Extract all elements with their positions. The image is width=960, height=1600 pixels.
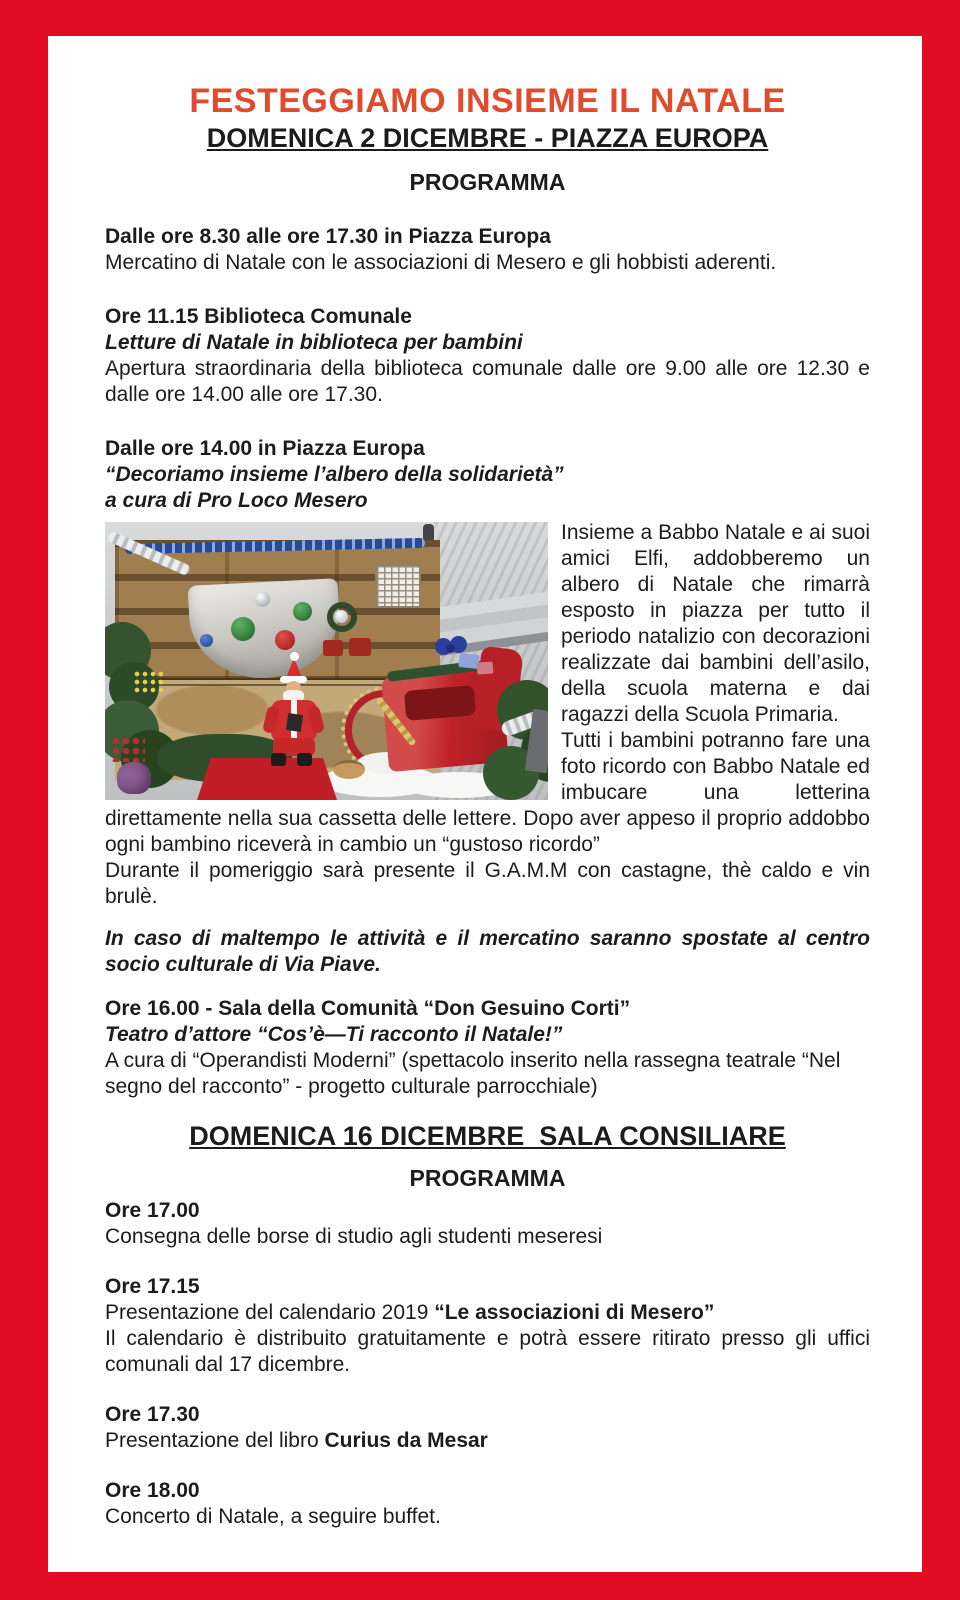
event-calendario-body2: Il calendario è distribuito gratuitamente e potrà essere ritirato presso gli uffici comunali dal 17 dicembre.	[105, 1327, 870, 1376]
event-biblioteca-title: Ore 11.15 Biblioteca Comunale	[105, 305, 412, 328]
event-libro-title-bold: Curius da Mesar	[324, 1429, 488, 1452]
photo-paragraph-2: Tutti i bambini potranno fare una foto ricordo con Babbo Natale ed imbucare una letterina direttamente nella sua cassetta delle lettere. Dopo aver appeso il proprio addobbo ogni bambino riceverà in cambio un “gustoso ricordo”	[105, 729, 870, 856]
event-borse-body: Consegna delle borse di studio agli studenti meseresi	[105, 1225, 603, 1248]
event-albero	[105, 436, 870, 514]
red-carpet	[197, 758, 337, 800]
day2-heading: DOMENICA 16 DICEMBRE SALA CONSILIARE	[189, 1121, 786, 1151]
event-libro-line	[105, 1428, 870, 1454]
red-ornament-ball	[275, 630, 295, 650]
event-mercatino-title: Dalle ore 8.30 alle ore 17.30 in Piazza Europa	[105, 225, 551, 248]
event-teatro	[105, 996, 870, 1100]
event-teatro-body: A cura di “Operandisti Moderni” (spettacolo inserito nella rassegna teatrale “Nel segno del racconto” - progetto culturale parrocchiale)	[105, 1049, 841, 1098]
purple-bag	[117, 762, 151, 794]
wreath-silver-ball	[335, 610, 348, 623]
green-ornament-ball-left	[231, 617, 255, 641]
event-mercatino	[105, 224, 870, 276]
photo-and-description	[105, 520, 870, 910]
weather-note: In caso di maltempo le attività e il mercatino saranno spostate al centro socio culturale di Via Piave.	[105, 927, 870, 976]
red-pot-left	[323, 640, 343, 656]
event-concerto	[105, 1478, 870, 1530]
event-calendario-title-bold: “Le associazioni di Mesero”	[434, 1301, 715, 1324]
day1-heading: DOMENICA 2 DICEMBRE - PIAZZA EUROPA	[206, 123, 769, 153]
event-concerto-body: Concerto di Natale, a seguire buffet.	[105, 1505, 441, 1528]
event-teatro-subtitle: Teatro d’attore “Cos’è—Ti racconto il Natale!”	[105, 1023, 563, 1046]
event-calendario	[105, 1274, 870, 1378]
gift-box-pink	[477, 661, 494, 674]
event-libro-prefix: Presentazione del libro	[105, 1429, 325, 1452]
event-biblioteca	[105, 304, 870, 408]
red-pot-right	[349, 638, 371, 656]
event-borse-time: Ore 17.00	[105, 1199, 200, 1222]
photo-paragraph-1: Insieme a Babbo Natale e ai suoi amici Elfi, addobberemo un albero di Natale che rimarrà esposto in piazza per tutto il periodo natalizio con decorazioni realizzate dai bambini dell’asilo, della scuola materna e dai ragazzi della Scuola Primaria.	[561, 521, 870, 726]
event-albero-title: Dalle ore 14.00 in Piazza Europa	[105, 437, 425, 460]
day1-programma-label: PROGRAMMA	[409, 169, 566, 195]
event-teatro-title: Ore 16.00 - Sala della Comunità “Don Gesuino Corti”	[105, 997, 631, 1020]
event-calendario-prefix: Presentazione del calendario 2019	[105, 1301, 435, 1324]
flyer-title: FESTEGGIAMO INSIEME IL NATALE	[189, 82, 786, 120]
sleigh-seat-shadow	[404, 685, 476, 721]
santa-event-photo	[105, 522, 548, 800]
santa-boot-left	[271, 753, 286, 766]
red-flowers	[111, 736, 145, 762]
day2-programma-label: PROGRAMMA	[409, 1165, 566, 1191]
silver-ornament-ball	[255, 592, 270, 607]
event-biblioteca-subtitle: Letture di Natale in biblioteca per bambini	[105, 331, 523, 354]
event-borse-di-studio	[105, 1198, 870, 1250]
event-libro-time: Ore 17.30	[105, 1403, 200, 1426]
event-libro	[105, 1402, 870, 1454]
mimosa-flowers	[133, 670, 163, 694]
basket	[333, 760, 365, 779]
santa-hat-pom	[290, 652, 299, 661]
blue-bow-knot	[446, 644, 455, 653]
event-calendario-time: Ore 17.15	[105, 1275, 200, 1298]
flyer-sheet	[48, 36, 922, 1572]
green-ornament-ball-right	[293, 602, 312, 621]
santa-boot-right	[297, 753, 312, 766]
window-grid	[375, 564, 421, 608]
photo-paragraph-3: Durante il pomeriggio sarà presente il G.A.M.M con castagne, thè caldo e vin brulè.	[105, 859, 870, 908]
event-calendario-line	[105, 1300, 870, 1326]
event-albero-subtitle: “Decoriamo insieme l’albero della solidarietà”	[105, 463, 564, 486]
event-biblioteca-body: Apertura straordinaria della biblioteca comunale dalle ore 9.00 alle ore 12.30 e dalle ore 14.00 alle ore 17.30.	[105, 357, 870, 406]
event-concerto-time: Ore 18.00	[105, 1479, 200, 1502]
blue-ornament-ball	[200, 634, 213, 647]
event-albero-organizer: a cura di Pro Loco Mesero	[105, 489, 368, 512]
santa-letterbox	[286, 713, 303, 732]
event-mercatino-body: Mercatino di Natale con le associazioni di Mesero e gli hobbisti aderenti.	[105, 251, 777, 274]
